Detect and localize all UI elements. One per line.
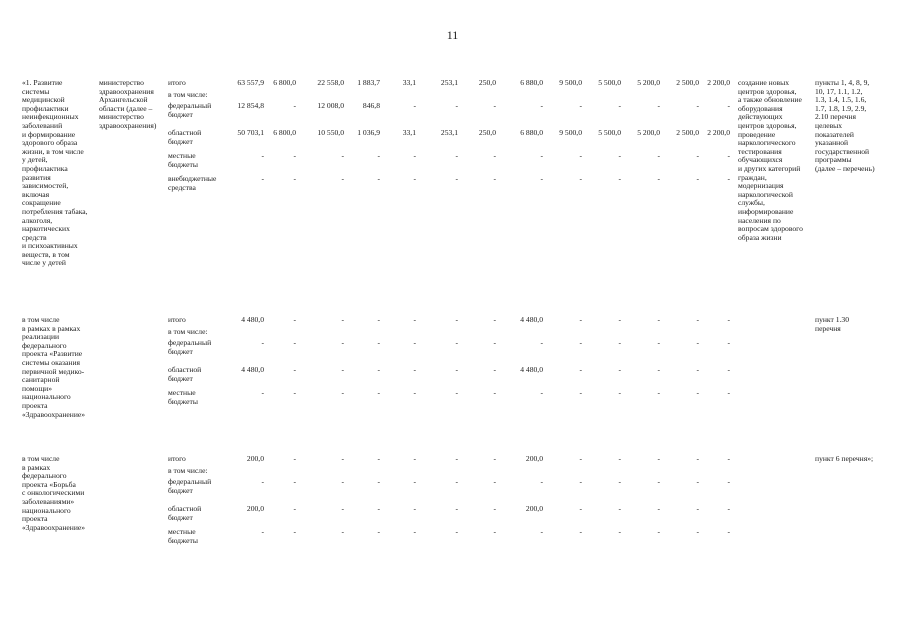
funding-value: -: [261, 338, 264, 347]
funding-value: -: [341, 388, 344, 397]
funding-value: -: [293, 388, 296, 397]
funding-value: -: [579, 527, 582, 536]
funding-value: -: [261, 527, 264, 536]
funding-value: -: [696, 101, 699, 110]
funding-value: 4 480,0: [241, 365, 264, 374]
funding-value: -: [696, 454, 699, 463]
funding-value: -: [341, 174, 344, 183]
indicator-reference: пункт 1.30 перечня: [815, 315, 850, 333]
funding-value: -: [455, 315, 458, 324]
funding-value: -: [540, 477, 543, 486]
funding-value: -: [657, 174, 660, 183]
activity-description: «1. Развитие системы медицинской профилактики неинфекционных заболеваний и формирование здорового образа жизни, в том числе у детей, профилактика развития зависимостей, включая сокращение потребления табака, алкоголя, наркотических средств и психоактивных веществ, в том числе у детей: [22, 78, 88, 268]
funding-value: 9 500,0: [559, 128, 582, 137]
funding-value: -: [579, 365, 582, 374]
funding-value: 33,1: [402, 128, 416, 137]
funding-value: -: [618, 101, 621, 110]
funding-value: -: [493, 365, 496, 374]
funding-value: -: [341, 151, 344, 160]
funding-value: -: [657, 365, 660, 374]
funding-value: -: [493, 338, 496, 347]
funding-value: -: [579, 151, 582, 160]
funding-value: -: [579, 174, 582, 183]
funding-value: -: [657, 388, 660, 397]
funding-value: -: [377, 504, 380, 513]
funding-value: -: [413, 504, 416, 513]
funding-value: -: [493, 388, 496, 397]
funding-value: -: [657, 454, 660, 463]
funding-value: -: [341, 338, 344, 347]
funding-value: -: [455, 174, 458, 183]
funding-value: 12 008,0: [317, 101, 344, 110]
funding-source: областной бюджет: [168, 365, 202, 383]
funding-value: -: [413, 151, 416, 160]
funding-value: 10 550,0: [317, 128, 344, 137]
funding-value: -: [493, 174, 496, 183]
funding-source: федеральный бюджет: [168, 101, 212, 119]
funding-value: 250,0: [478, 128, 496, 137]
funding-value: 12 854,8: [237, 101, 264, 110]
funding-value: -: [455, 477, 458, 486]
funding-value: -: [618, 315, 621, 324]
funding-value: -: [618, 477, 621, 486]
funding-value: 5 200,0: [637, 78, 660, 87]
funding-value: 253,1: [440, 128, 458, 137]
funding-value: -: [493, 151, 496, 160]
funding-value: -: [377, 454, 380, 463]
funding-value: -: [540, 338, 543, 347]
funding-value: -: [579, 504, 582, 513]
funding-value: 846,8: [362, 101, 380, 110]
funding-source: итого: [168, 454, 186, 463]
funding-value: -: [293, 315, 296, 324]
funding-value: -: [696, 365, 699, 374]
funding-value: -: [618, 454, 621, 463]
funding-value: -: [657, 338, 660, 347]
activity-description: в том числе в рамках федерального проекта «Борьба с онкологическими заболеваниями» национального проекта «Здравоохранение»: [22, 454, 86, 532]
funding-value: -: [727, 174, 730, 183]
funding-source: внебюджетные средства: [168, 174, 217, 192]
funding-value: 4 480,0: [241, 315, 264, 324]
funding-value: -: [293, 365, 296, 374]
funding-value: -: [261, 477, 264, 486]
funding-value: -: [377, 365, 380, 374]
funding-value: -: [341, 504, 344, 513]
expected-result: создание новых центров здоровья, а также обновление оборудования действующих центров здоровья, проведение наркологического тестирования обучающихся и других категорий граждан, модернизация наркологической службы, информирование населения по вопросам здорового образа жизни: [738, 78, 803, 242]
funding-value: -: [727, 477, 730, 486]
funding-value: -: [413, 388, 416, 397]
funding-value: -: [727, 315, 730, 324]
funding-value: -: [618, 338, 621, 347]
funding-value: -: [696, 388, 699, 397]
funding-value: -: [341, 454, 344, 463]
funding-value: -: [455, 151, 458, 160]
funding-value: -: [727, 454, 730, 463]
funding-value: 200,0: [246, 454, 264, 463]
funding-value: -: [696, 315, 699, 324]
funding-value: 2 200,0: [707, 128, 730, 137]
funding-value: 5 500,0: [598, 78, 621, 87]
funding-value: -: [341, 527, 344, 536]
funding-value: -: [455, 504, 458, 513]
funding-value: -: [657, 504, 660, 513]
funding-value: -: [413, 365, 416, 374]
funding-value: -: [727, 504, 730, 513]
funding-source: местные бюджеты: [168, 527, 198, 545]
funding-value: -: [261, 151, 264, 160]
funding-value: -: [696, 174, 699, 183]
funding-value: -: [377, 477, 380, 486]
indicator-reference: пункт 6 перечня»;: [815, 454, 874, 463]
funding-value: -: [696, 527, 699, 536]
funding-value: -: [657, 527, 660, 536]
funding-value: -: [657, 477, 660, 486]
funding-value: -: [455, 338, 458, 347]
funding-value: -: [540, 151, 543, 160]
funding-value: -: [377, 338, 380, 347]
funding-value: 200,0: [246, 504, 264, 513]
funding-value: -: [455, 101, 458, 110]
funding-value: -: [540, 174, 543, 183]
funding-value: -: [618, 151, 621, 160]
funding-value: -: [579, 388, 582, 397]
responsible-executor: министерство здравоохранения Архангельской области (далее – министерство здравоохранения): [99, 78, 157, 130]
funding-value: -: [540, 388, 543, 397]
funding-value: -: [727, 527, 730, 536]
funding-value: -: [293, 151, 296, 160]
funding-source: в том числе:: [168, 90, 208, 99]
funding-value: -: [413, 527, 416, 536]
funding-value: 5 500,0: [598, 128, 621, 137]
funding-value: -: [618, 504, 621, 513]
funding-value: 2 500,0: [676, 78, 699, 87]
funding-value: -: [540, 101, 543, 110]
funding-value: -: [341, 365, 344, 374]
funding-value: -: [455, 365, 458, 374]
funding-value: -: [579, 477, 582, 486]
funding-value: 1 036,9: [357, 128, 380, 137]
activity-description: в том числе в рамках в рамках реализации федерального проекта «Развитие системы оказания первичной медико- санитарной помощи» национального проекта «Здравоохранение»: [22, 315, 86, 419]
funding-value: -: [618, 174, 621, 183]
funding-value: -: [540, 527, 543, 536]
funding-value: 1 883,7: [357, 78, 380, 87]
funding-value: 200,0: [525, 504, 543, 513]
funding-value: -: [579, 315, 582, 324]
funding-source: областной бюджет: [168, 128, 202, 146]
funding-value: -: [293, 338, 296, 347]
funding-value: -: [727, 151, 730, 160]
funding-source: в том числе:: [168, 466, 208, 475]
funding-value: -: [413, 101, 416, 110]
funding-value: 2 500,0: [676, 128, 699, 137]
funding-value: -: [293, 454, 296, 463]
funding-value: -: [341, 477, 344, 486]
funding-value: -: [455, 454, 458, 463]
funding-value: -: [618, 388, 621, 397]
indicator-reference: пункты 1, 4, 8, 9, 10, 17, 1.1, 1.2, 1.3, 1.4, 1.5, 1.6, 1.7, 1.8, 1.9, 2.9, 2.10 перечня целевых показателей указанной государственной программы (далее – перечень): [815, 78, 875, 173]
funding-value: -: [579, 454, 582, 463]
funding-value: -: [657, 101, 660, 110]
funding-source: итого: [168, 315, 186, 324]
funding-value: 6 880,0: [520, 78, 543, 87]
funding-value: 200,0: [525, 454, 543, 463]
funding-value: 33,1: [402, 78, 416, 87]
funding-value: 6 880,0: [520, 128, 543, 137]
funding-value: -: [261, 388, 264, 397]
page-number: 11: [446, 28, 459, 42]
funding-value: -: [657, 151, 660, 160]
funding-value: -: [293, 477, 296, 486]
funding-value: -: [293, 101, 296, 110]
funding-value: -: [493, 504, 496, 513]
funding-value: 4 480,0: [520, 365, 543, 374]
funding-value: 5 200,0: [637, 128, 660, 137]
funding-value: -: [727, 365, 730, 374]
funding-source: федеральный бюджет: [168, 477, 212, 495]
funding-value: -: [579, 338, 582, 347]
funding-value: 6 800,0: [273, 78, 296, 87]
funding-value: -: [696, 504, 699, 513]
funding-value: -: [455, 527, 458, 536]
funding-value: -: [413, 315, 416, 324]
funding-value: -: [618, 365, 621, 374]
funding-value: -: [293, 504, 296, 513]
funding-value: -: [493, 527, 496, 536]
funding-value: -: [493, 454, 496, 463]
funding-value: -: [618, 527, 621, 536]
funding-value: 63 557,9: [237, 78, 264, 87]
funding-value: 253,1: [440, 78, 458, 87]
funding-value: -: [413, 174, 416, 183]
funding-value: -: [341, 315, 344, 324]
funding-source: федеральный бюджет: [168, 338, 212, 356]
funding-value: 50 703,1: [237, 128, 264, 137]
funding-source: областной бюджет: [168, 504, 202, 522]
funding-value: 6 800,0: [273, 128, 296, 137]
funding-value: -: [493, 315, 496, 324]
funding-value: -: [727, 338, 730, 347]
funding-source: итого: [168, 78, 186, 87]
funding-value: -: [696, 477, 699, 486]
funding-value: -: [293, 527, 296, 536]
funding-value: -: [377, 315, 380, 324]
funding-value: 250,0: [478, 78, 496, 87]
funding-value: -: [696, 151, 699, 160]
funding-value: 4 480,0: [520, 315, 543, 324]
funding-value: -: [377, 527, 380, 536]
funding-value: -: [413, 477, 416, 486]
funding-value: -: [261, 174, 264, 183]
funding-value: -: [377, 151, 380, 160]
funding-value: -: [696, 338, 699, 347]
funding-source: местные бюджеты: [168, 151, 198, 169]
funding-value: -: [413, 454, 416, 463]
funding-value: -: [413, 338, 416, 347]
funding-value: 2 200,0: [707, 78, 730, 87]
funding-value: -: [727, 388, 730, 397]
funding-source: местные бюджеты: [168, 388, 198, 406]
funding-value: 22 558,0: [317, 78, 344, 87]
funding-source: в том числе:: [168, 327, 208, 336]
funding-value: -: [455, 388, 458, 397]
funding-value: -: [727, 101, 730, 110]
funding-value: -: [377, 388, 380, 397]
funding-value: -: [493, 101, 496, 110]
funding-value: -: [493, 477, 496, 486]
funding-value: -: [657, 315, 660, 324]
funding-value: 9 500,0: [559, 78, 582, 87]
funding-value: -: [377, 174, 380, 183]
funding-value: -: [293, 174, 296, 183]
funding-value: -: [579, 101, 582, 110]
